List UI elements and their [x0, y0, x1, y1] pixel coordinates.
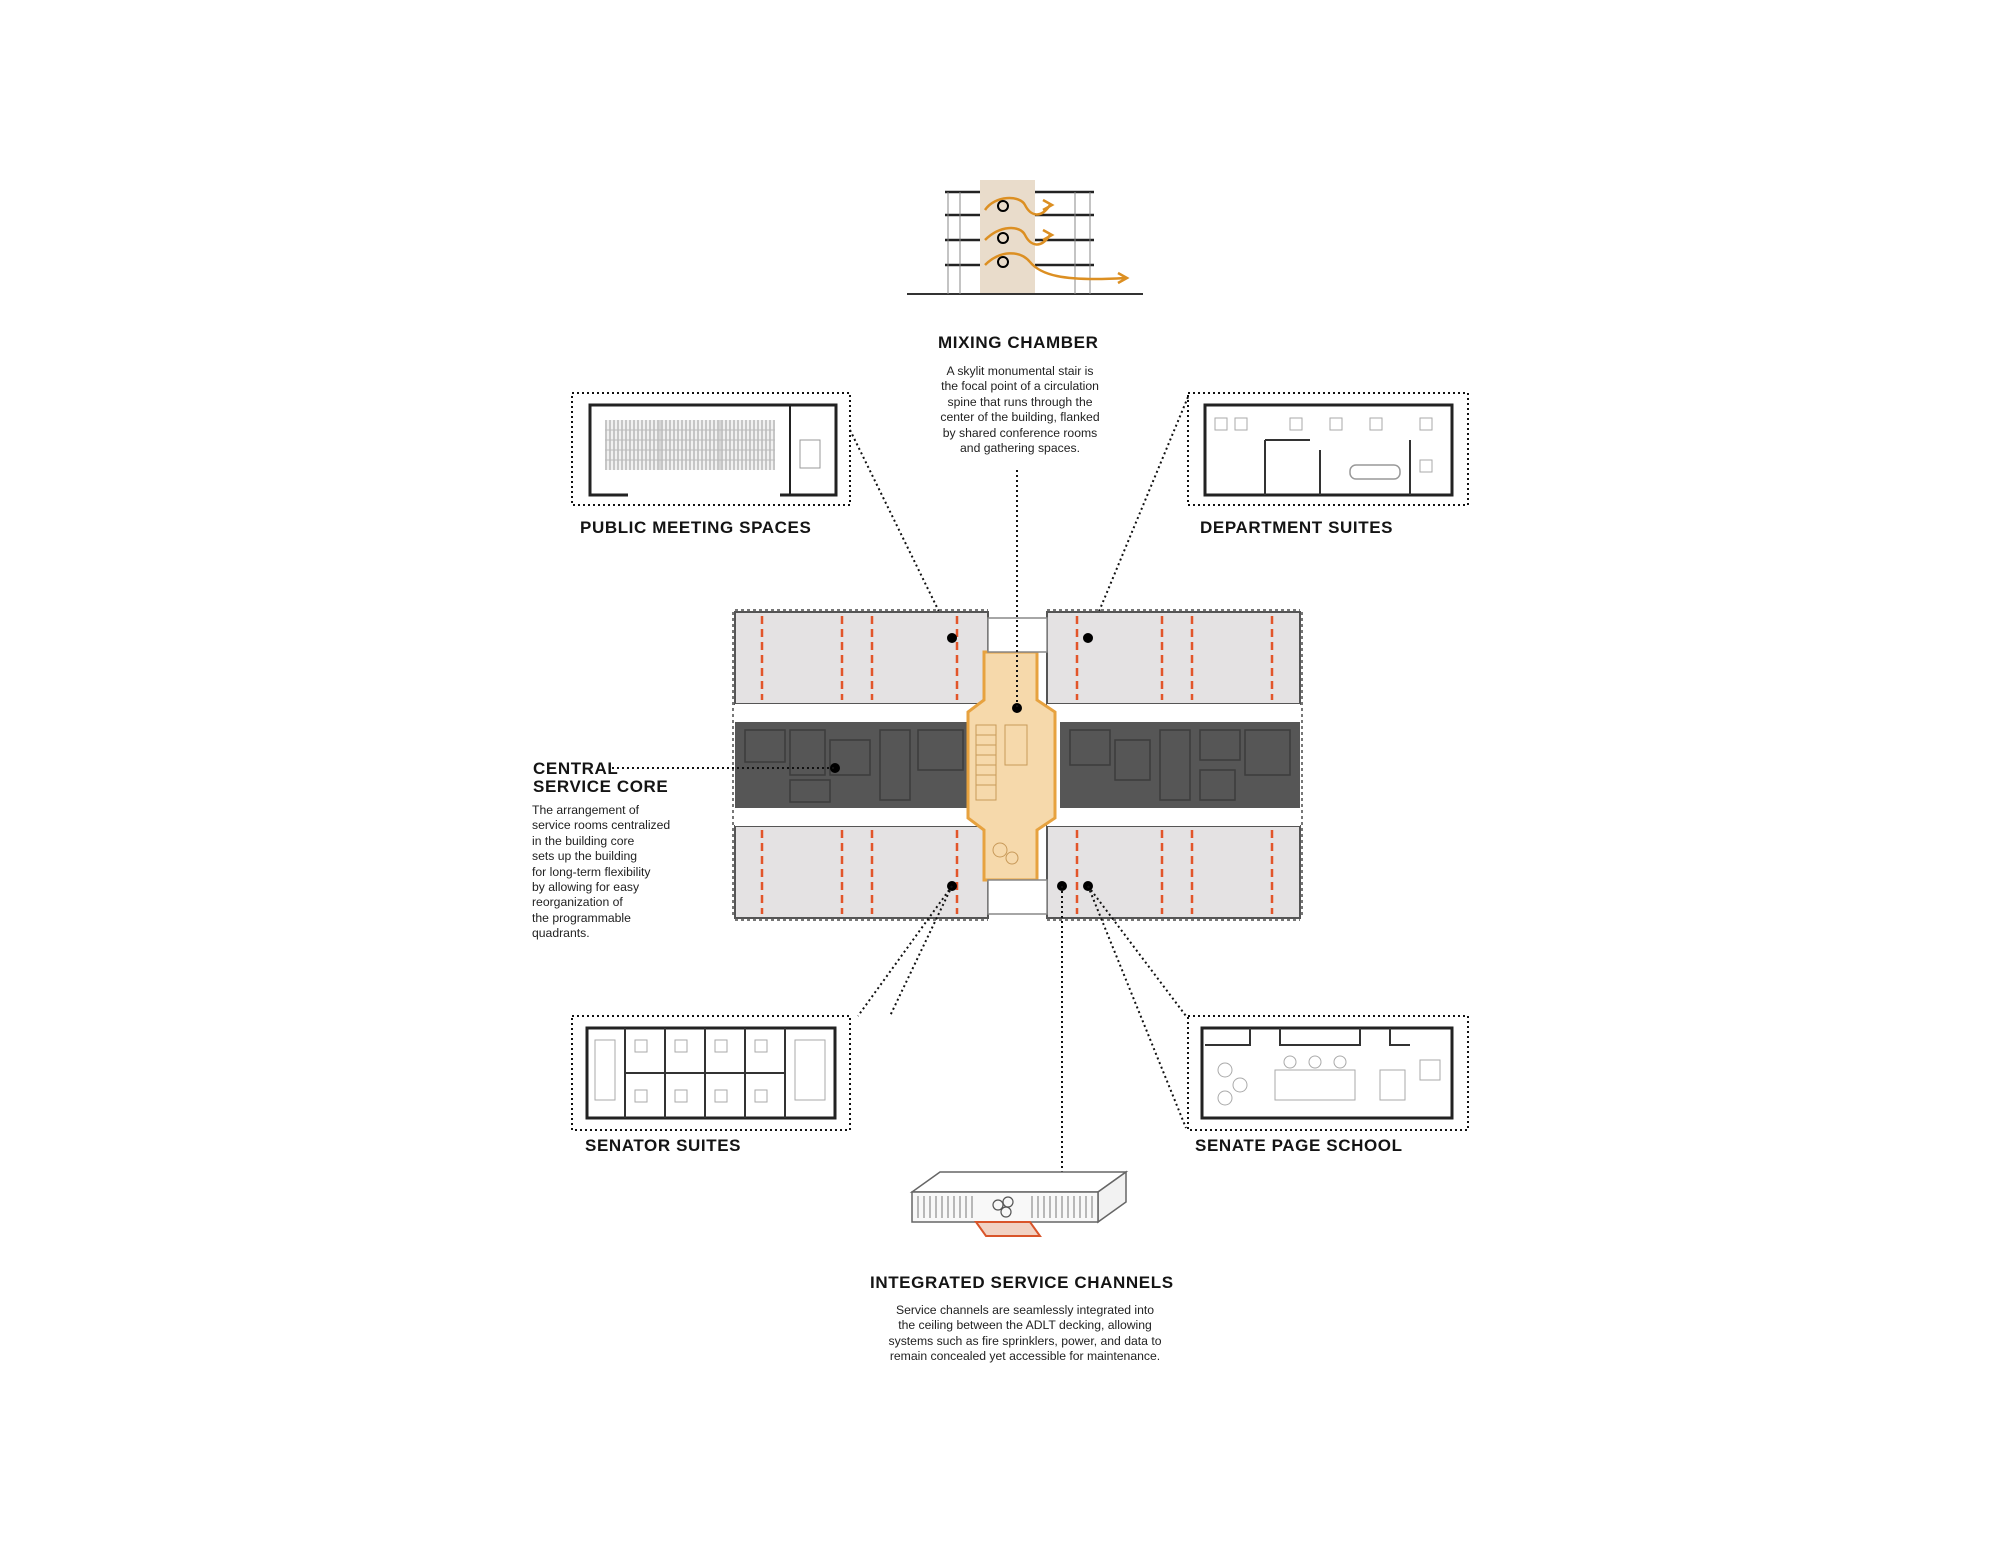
service-channels-isometric — [912, 1172, 1126, 1236]
integrated-service-channels-title: INTEGRATED SERVICE CHANNELS — [870, 1273, 1174, 1292]
central-service-core-title-1: CENTRAL — [533, 759, 619, 778]
senate-page-school-title: SENATE PAGE SCHOOL — [1195, 1136, 1403, 1155]
dot-central-core — [830, 763, 840, 773]
leader-public-meeting — [850, 430, 952, 638]
department-suites-plan — [1188, 393, 1468, 505]
mixing-chamber-title: MIXING CHAMBER — [938, 333, 1099, 352]
public-meeting-spaces-title: PUBLIC MEETING SPACES — [580, 518, 812, 537]
mixing-chamber-section-drawing — [907, 180, 1143, 295]
central-service-core-title-2: SERVICE CORE — [533, 777, 669, 796]
quadrant-bottom-left — [735, 826, 988, 918]
senator-suites-plan — [572, 1016, 850, 1130]
central-service-core-description: The arrangement of service rooms centralized in the building core sets up the building for long-term flexibility by allowing for easy reorganization of the programmable quadrants. — [532, 803, 671, 941]
dot-mixing-chamber — [1012, 703, 1022, 713]
department-suites-title: DEPARTMENT SUITES — [1200, 518, 1394, 537]
quadrant-top-left — [735, 612, 988, 704]
dot-department-suites — [1083, 633, 1093, 643]
senate-page-school-plan — [1188, 1016, 1468, 1130]
public-meeting-spaces-plan — [572, 393, 850, 505]
mixing-chamber-description: A skylit monumental stair is the focal point of a circulation spine that runs through the center of the building, flanked by shared conference rooms and gathering spaces. — [940, 364, 1100, 456]
quadrant-top-right — [1047, 612, 1300, 704]
quadrant-bottom-right — [1047, 826, 1300, 918]
dot-public-meeting — [947, 633, 957, 643]
leader-page-school-2 — [1088, 886, 1186, 1128]
integrated-service-channels-description: Service channels are seamlessly integrated into the ceiling between the ADLT decking, allowing systems such as fire sprinklers, power, and data to remain concealed yet accessible for maintenance. — [888, 1303, 1162, 1364]
senator-suites-title: SENATOR SUITES — [585, 1136, 742, 1155]
service-core-left — [735, 722, 975, 808]
